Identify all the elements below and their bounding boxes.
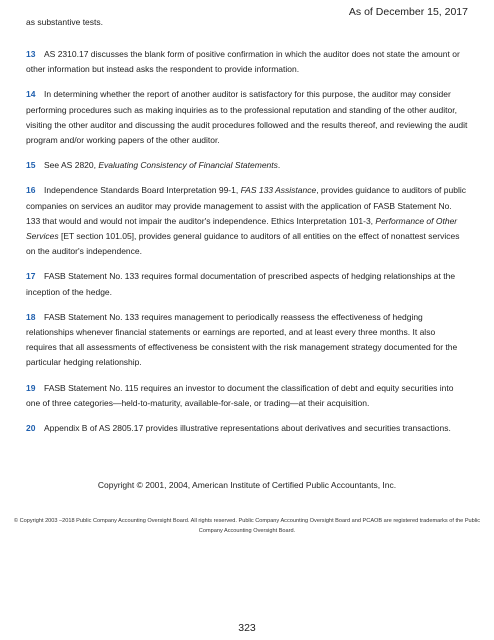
aicpa-copyright: Copyright © 2001, 2004, American Institute of Certified Public Accountants, Inc. <box>97 480 397 490</box>
footnote-text-post: . <box>277 160 281 171</box>
footnote-number[interactable]: 16 <box>26 185 36 196</box>
footnote-number[interactable]: 20 <box>26 423 36 434</box>
footnote-number[interactable]: 13 <box>26 49 36 59</box>
footnote-text: FASB Statement No. 133 requires formal documentation of prescribed aspects of hedging relationships at the inception of the hedge. <box>26 271 456 297</box>
footnote-text-italic: Evaluating Consistency of Financial Statements <box>98 160 278 171</box>
footnote <box>26 87 468 148</box>
footnote-number[interactable]: 14 <box>26 89 36 100</box>
footnote-text-post: [ET section 101.05], provides general guidance to auditors of all entities on the effect of nonattest services on the auditor's independence. <box>26 231 460 257</box>
footnote <box>26 269 468 299</box>
footnote-number[interactable]: 18 <box>26 311 36 322</box>
footnotes <box>26 47 468 446</box>
footnote <box>26 381 468 411</box>
footnote <box>26 310 468 371</box>
footnote <box>26 183 468 259</box>
page-number: 323 <box>238 622 256 634</box>
footnote-number[interactable]: 17 <box>26 271 36 282</box>
footnote-number[interactable]: 15 <box>26 160 36 171</box>
footnote-number[interactable]: 19 <box>26 382 36 393</box>
footnote-text-pre: See AS 2820, <box>44 160 99 171</box>
footnote <box>26 158 468 173</box>
footnote-text-pre: Independence Standards Board Interpretation 99-1, <box>44 185 241 196</box>
footnote <box>26 421 468 436</box>
carryover-text: as substantive tests. <box>26 17 104 27</box>
footnote-text: AS 2310.17 discusses the blank form of positive confirmation in which the auditor does not state the amount or other information but instead asks the respondent to provide information. <box>26 49 460 75</box>
header-date: As of December 15, 2017 <box>348 6 468 18</box>
footnote-text: FASB Statement No. 133 requires management to periodically reassess the effectiveness of hedging relationships whenever financial statements or earnings are reported, and at least every three months. It also requires that all assessments of effectiveness be consistent with the risk management strategy documented for the particular hedging relationship. <box>26 311 458 368</box>
footnote <box>26 47 468 77</box>
footnote-text: FASB Statement No. 115 requires an investor to document the classification of debt and equity securities into one of three categories—held-to-maturity, available-for-sale, or trading—at their acquisition. <box>26 382 454 408</box>
footnote-text-italic: FAS 133 Assistance <box>240 185 317 196</box>
footnote-text: In determining whether the report of another auditor is satisfactory for this purpose, the auditor may consider performing procedures such as making inquiries as to the professional reputation and standing of the other auditor, visiting the other auditor and discussing the audit procedures followed and the results thereof, and reviewing the audit program and/or working papers of the other auditor. <box>26 89 468 146</box>
footnote-text-italic: Performance of Other Services <box>26 215 458 242</box>
footnote-text-mid: , provides guidance to auditors of public companies on services an auditor may provide management to assist with the application of FASB Statement No. 133 that would and would not impair the auditor's independence. Ethics Interpretation 101-3, <box>26 185 466 226</box>
footnote-text: Appendix B of AS 2805.17 provides illustrative representations about derivatives and securities transactions. <box>44 423 451 434</box>
pcaob-legal-notice: © Copyright 2003 –2018 Public Company Accounting Oversight Board. All rights reserved. Public Company Accounting Oversight Board and PCAOB are registered trademarks of the Public Company Accounting Oversight Board. <box>13 518 481 534</box>
